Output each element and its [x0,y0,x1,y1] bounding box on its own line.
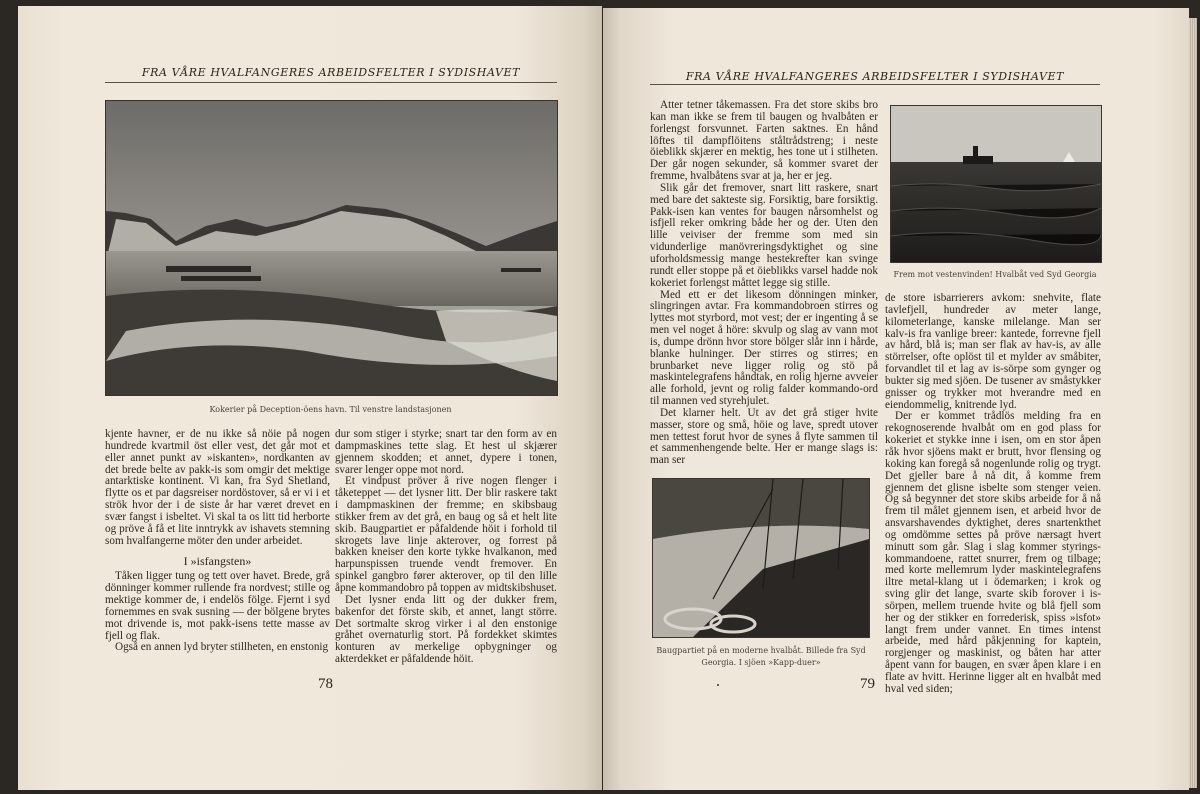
paragraph: Et vindpust pröver å rive nogen flenger i tåketeppet — det lysner litt. Der blir raskere takt i dampmaskinen der fremme; en skibsbaug stikker frem av det grå, en baug og så et helt lite skib. Baugpartiet er påfaldende höit i forhold til skrogets lave linje akterover, og forrest på bakken kneiser den korte tykke hvalkanon, med harpunspissen truende vendt fremover. En spinkel gangbro fører akterover, op til den lille åpne kommandobro på toppen av midtskibshuset. [335,475,557,594]
photo-caption-left: Kokerier på Deception-öens havn. Til venstre landstasjonen [209,405,452,414]
left-column-2 [335,429,557,666]
whaleboat-bow-image [653,479,869,637]
left-column-1 [105,429,330,654]
whaleboat-sea-image [891,106,1101,262]
header-rule-left [105,82,557,83]
paragraph: Der er kommet trådlös melding fra en rekognoserende hvalbåt om en god plass for kokeriet et stykke inne i isen, om en stor åpen råk hvor sjöens makt er brutt, hvor flensing og koking kan foregå så nogenlunde rolig og trygt. Det gjeller bare å nå dit, å komme frem gjennem det glisne isbelte som stenger veien. Og så begynner det store skibs arbeide for å nå frem til målet gjennem isen, et arbeid hvor de ansvarshavendes dyktighet, deres snartenkthet og omdömme settes på pröve nærsagt hvert minutt som går. Slag i slag kommer styrings-kommandoene, rattet snurrer, frem og tilbage; med korte mellemrum lyder maskintelegrafens iltre metal-klang ut i ödemarken; i krok og sving glir det lange, svarte skib forover i is-sörpen, mellem truende hvite og blå fjell som her og der stikker en forrederisk, spiss »isfot» langt frem under vannet. En times intenst arbeide, med hård påkjenning for kaptein, rorgjenger og maskinist, og båten har atter åpent vann for baugen, en svær åpen klare i en flate av hvitt. Herinne ligger alt en hvalbåt med hval ved siden; [885,410,1101,695]
paragraph: Slik går det fremover, snart litt raskere, snart med bare det sakteste sig. Forsiktig, bare forsiktig. Pakk-isen kan ventes for baugen nårsomhelst og isfjell reker omkring både her og der. Uten den lille veiviser der fremme som med sin vidunderlige manövreringsdyktighet og sine uforholdsmessig mange hestekrefter kan svinge rundt eller stoppe på et öieblikks varsel hadde nok kokeriet forlengst måttet legge sig stille. [650,181,878,289]
right-column-1 [650,100,878,467]
paragraph: Tåken ligger tung og tett over havet. Brede, grå dönninger kommer rullende fra nordvest; stille og mektige kommer de, i endelös fölge. Fjernt i syd fornemmes en svak susning — der bölgene brytes mot drivende is, mot pakk-isens tette masse av fjell og flak. [105,570,330,642]
paragraph: dur som stiger i styrke; snart tar den form av en dampmaskines tette slag. Et hest ul skjærer gjennem skodden; et annet, dypere i tonen, svarer lenger oppe mot nord. [335,428,557,476]
ink-dot [717,684,719,686]
right-column-2 [885,293,1101,696]
paragraph: Med ett er det likesom dönningen minker, slingringen avtar. Fra kommandobroen stirres og lyttes mot styrbord, mot vest; der er ingenting å se men vel noget å höre: skvulp og slag av vann mot is, dumpe drönn hvor store bölger slår inn i hårde, blanke hulninger. Der stirres og stirres; en brunbarket neve ligger rolig og stö på maskintelegrafens håndtak, en rolig hjerne avveier alle forhold, jevnt og rolig falder kommando-ord til mannen ved styrehjulet. [650,288,878,408]
paragraph: Det lysner enda litt og der dukker frem, bakenfor det förste skib, et annet, langt större. Det sortmalte skrog virker i al den enstonige gråhet overnaturlig stort. På fordekket skimtes konturen av merkelige opbygninger og akterdekket er påfaldende höit. [335,593,557,666]
photo-caption-right-top: Frem mot vestenvinden! Hvalbåt ved Syd Georgia [893,270,1097,279]
harbor-landscape-image [106,101,557,395]
paragraph: de store isbarrierers avkom: snehvite, flate tavlefjell, hundreder av meter lange, kilometerlange, kanske milelange. Man ser kalv-is fra vanlige breer: kantede, forrevne fjell av hård, blå is; man ser flak av hav-is, av alle störrelser, ofte oplöst til et mylder av småbiter, forvandlet til et lag av is-sörpe som gynger og bukter sig med sjöen. De tusener av småstykker gnisser og trykker mot hverandre med en eiendommelig, knitrende lyd. [885,292,1101,411]
photo-caption-right-bottom: Baugpartiet på en moderne hvalbåt. Billede fra Syd Georgia. I sjöen »Kapp-duer» [656,646,866,667]
header-rule-right [650,84,1100,85]
page-number-left: 78 [318,676,333,692]
photo-deception-harbor [105,100,558,396]
paragraph: Atter tetner tåkemassen. Fra det store skibs bro kan man ikke se frem til baugen og hvalbåten er forlengst forsvunnet. Farten saktnes. En hånd löftes til dampflöitens ståltrådstreng; i neste öieblikk skjærer en mektig, hes tone ut i stilheten. Der går nogen sekunder, så kommer svaret der fremme, hvalbåtens svar at ja, her er jeg. [650,99,878,183]
section-heading: I »isfangsten» [183,554,252,569]
photo-whaleboat-bow [652,478,870,638]
paragraph: Også en annen lyd bryter stillheten, en enstonig [115,641,329,654]
photo-whaleboat-sea [890,105,1102,263]
paragraph: kjente havner, er de nu ikke så nöie på nogen hundrede kvartmil öst eller vest, det går mot et eller annet punkt av »iskanten», nordkanten av det brede belte av pakk-is som omgir det mektige antarktiske kontinent. Vi kan, fra Syd Shetland, flytte os et par dagsreiser nordöstover, så er vi i et strök hvor der i de siste år har været drevet en svær fangst i isbeltet. Vi skal ta os litt tid herborte og pröve å få et lite inntrykk av ishavets stemning som hvalfangerne möter den under arbeidet. [105,428,330,547]
running-head-right: FRA VÅRE HVALFANGERES ARBEIDSFELTER I SYDISHAVET [685,70,1065,83]
running-head-left: FRA VÅRE HVALFANGERES ARBEIDSFELTER I SYDISHAVET [141,66,521,79]
page-edges [1189,18,1197,788]
page-number-right: 79 [860,676,875,692]
paragraph: Det klarner helt. Ut av det grå stiger hvite masser, store og små, höie og lave, spredt utover men tettest forut hvor de synes å flyte sammen til et sammenhengende belte. Her er mange slags is: man ser [650,406,878,467]
